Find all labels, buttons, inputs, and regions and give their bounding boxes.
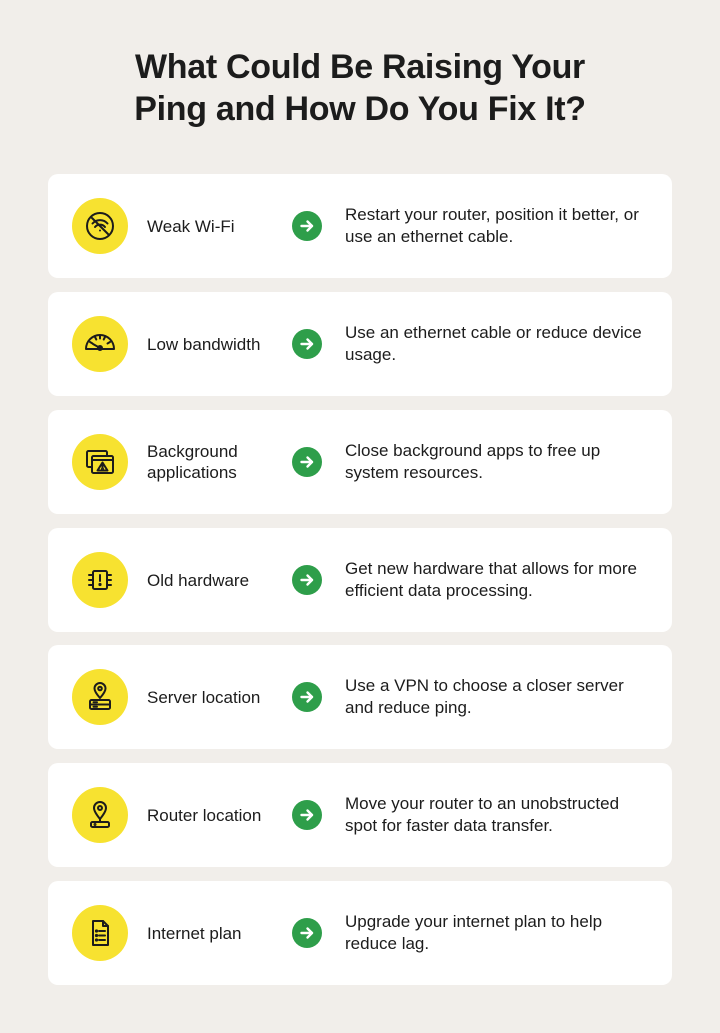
list-item-internet-plan [48,881,672,985]
server-pin-icon [72,669,128,725]
problem-label: Router location [147,805,262,825]
router-pin-icon [72,787,128,843]
problem-label: Internet plan [147,923,242,943]
title-line-1: What Could Be Raising Your [135,48,585,86]
arrow-right-icon [292,211,322,241]
arrow-right-icon [292,918,322,948]
fix-text: Move your router to an unobstructed spot for faster data transfer. [345,794,620,835]
problem-label: Old hardware [147,570,250,590]
fix-text: Use an ethernet cable or reduce device usage. [345,323,642,364]
problem-label: Low bandwidth [147,334,261,354]
problem-label: Background applications [147,442,238,482]
problem-label: Server location [147,687,261,707]
arrow-right-icon [292,565,322,595]
fix-text: Get new hardware that allows for more efficient data processing. [345,559,637,600]
fix-text: Upgrade your internet plan to help reduce lag. [345,912,603,953]
wifi-slash-icon [72,198,128,254]
arrow-right-icon [292,800,322,830]
chip-icon [72,552,128,608]
list-item-old-hardware [48,528,672,632]
arrow-right-icon [292,329,322,359]
arrow-right-icon [292,682,322,712]
problem-label: Weak Wi-Fi [147,216,235,236]
windows-warning-icon [72,434,128,490]
list-item-background-applications [48,410,672,514]
list-item-low-bandwidth [48,292,672,396]
arrow-right-icon [292,447,322,477]
list-item-server-location [48,645,672,749]
speedometer-icon [72,316,128,372]
document-list-icon [72,905,128,961]
title-line-2: Ping and How Do You Fix It? [134,90,586,128]
fix-text: Restart your router, position it better, or use an ethernet cable. [345,205,639,246]
fix-text: Use a VPN to choose a closer server and reduce ping. [345,676,624,717]
list-item-router-location [48,763,672,867]
page-title [0,46,720,130]
fix-text: Close background apps to free up system resources. [345,441,601,482]
list-item-weak-wifi [48,174,672,278]
